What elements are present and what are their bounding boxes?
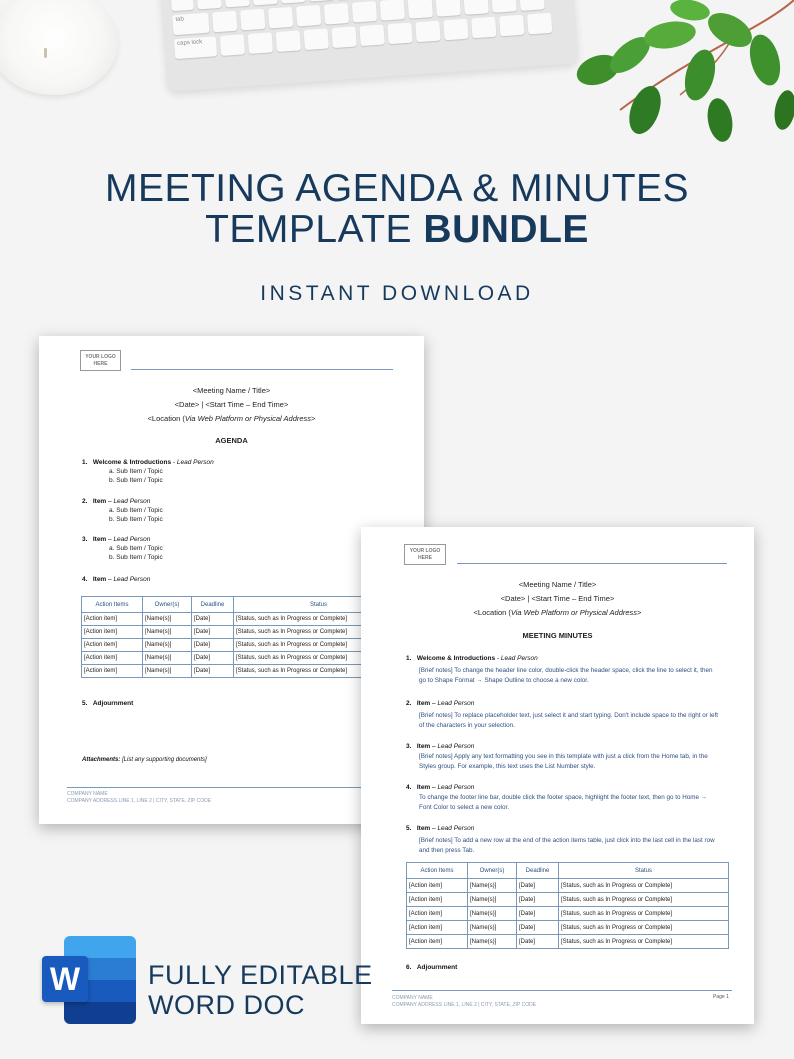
table-header-cell: Deadline — [192, 597, 234, 613]
agenda-item-lead: - Lead Person — [171, 459, 214, 466]
key: tab — [172, 13, 209, 35]
key — [380, 0, 405, 21]
table-cell: [Status, such as In Progress or Complete] — [559, 921, 729, 935]
table-cell: [Name(s)] — [468, 935, 517, 949]
attachments-text: [List any supporting documents] — [120, 757, 207, 763]
table-header-cell: Action Items — [82, 597, 143, 613]
location-italic: Via Web Platform or Physical Address — [184, 414, 312, 423]
candle-decoration — [0, 0, 118, 95]
agenda-item — [82, 536, 150, 543]
key — [276, 30, 301, 52]
minutes-heading: MEETING MINUTES — [522, 631, 593, 640]
minutes-document — [361, 527, 754, 1024]
minutes-item-num: 1. — [406, 655, 412, 662]
minutes-item-title: Item — [416, 700, 431, 707]
agenda-item — [82, 576, 150, 583]
table-cell: [Status, such as In Progress or Complete] — [234, 665, 404, 678]
plant-leaves-decoration — [560, 0, 794, 150]
table-row — [407, 921, 729, 935]
table-cell: [Action item] — [407, 893, 468, 907]
table-row — [82, 652, 404, 665]
table-cell: [Date] — [517, 907, 559, 921]
minutes-item-title: Adjournment — [416, 964, 458, 971]
company-name: COMPANY NAME — [392, 995, 433, 1001]
table-cell: [Date] — [192, 639, 234, 652]
minutes-item-lead: – Lead Person — [430, 784, 475, 791]
table-cell: [Date] — [192, 652, 234, 665]
footer-rule — [392, 990, 732, 991]
minutes-item — [406, 964, 457, 971]
agenda-item — [82, 700, 133, 707]
table-cell: [Date] — [517, 879, 559, 893]
table-cell: [Date] — [192, 613, 234, 626]
minutes-note: To change the footer line bar, double click the footer space, highlight the footer text, then go to Home → Font Color to select a new color. — [419, 794, 708, 811]
table-header-cell: Deadline — [517, 863, 559, 879]
table-cell: [Status, such as In Progress or Complete] — [559, 893, 729, 907]
table-cell: [Name(s)] — [468, 879, 517, 893]
headline-line2-bold: BUNDLE — [423, 208, 589, 251]
table-header-cell: Owner(s) — [143, 597, 192, 613]
table-cell: [Status, such as In Progress or Complete] — [234, 613, 404, 626]
agenda-item — [82, 498, 150, 505]
key — [471, 17, 496, 39]
table-cell: [Action item] — [407, 935, 468, 949]
minutes-item — [406, 655, 538, 662]
minutes-item-lead: – Lead Person — [430, 825, 475, 832]
headline-line2-plain: TEMPLATE — [205, 208, 424, 251]
header-rule — [131, 369, 393, 370]
table-cell: [Date] — [517, 921, 559, 935]
table-cell: [Action item] — [82, 613, 143, 626]
agenda-item-lead: – Lead Person — [106, 536, 151, 543]
minutes-note: [Brief notes] Apply any text formatting you see in this template with just a click from the Home tab, in the Styles group. For example, this text uses the List Number style. — [419, 753, 708, 770]
key — [280, 0, 305, 4]
minutes-item-num: 5. — [406, 825, 412, 832]
key — [240, 9, 265, 31]
logo-line2: HERE — [93, 361, 108, 367]
table-cell: [Action item] — [82, 639, 143, 652]
word-logo-band — [64, 936, 136, 958]
meeting-name: <Meeting Name / Title> — [192, 386, 271, 395]
table-cell: [Status, such as In Progress or Complete] — [559, 879, 729, 893]
agenda-item-lead: – Lead Person — [106, 498, 151, 505]
key — [196, 0, 221, 9]
meeting-date-time: <Date> | <Start Time – End Time> — [500, 594, 615, 603]
meeting-location — [39, 414, 424, 423]
location-prefix: <Location ( — [147, 414, 185, 423]
table-header-row — [82, 597, 404, 613]
table-row — [407, 893, 729, 907]
minutes-item-num: 2. — [406, 700, 412, 707]
key — [415, 21, 440, 43]
table-cell: [Action item] — [407, 921, 468, 935]
table-cell: [Date] — [517, 935, 559, 949]
word-badge-line2: WORD DOC — [148, 990, 305, 1020]
key — [463, 0, 488, 15]
agenda-item-title: Item — [92, 576, 107, 583]
location-suffix: > — [637, 608, 642, 617]
agenda-item-title: Adjournment — [92, 700, 134, 707]
agenda-heading: AGENDA — [215, 436, 248, 445]
agenda-sub-item: a. Sub Item / Topic — [109, 468, 163, 475]
table-row — [407, 907, 729, 921]
attachments-line — [82, 757, 207, 763]
headline-line2 — [0, 208, 794, 252]
key — [499, 15, 524, 37]
key — [304, 28, 329, 50]
company-address: COMPANY ADDRESS LINE 1, LINE 2 | CITY, STATE, ZIP CODE — [67, 798, 212, 804]
table-cell: [Status, such as In Progress or Complete] — [234, 639, 404, 652]
table-cell: [Date] — [192, 665, 234, 678]
table-cell: [Name(s)] — [143, 626, 192, 639]
key — [527, 13, 552, 35]
table-cell: [Name(s)] — [143, 639, 192, 652]
key — [268, 7, 293, 29]
table-cell: [Name(s)] — [143, 613, 192, 626]
table-row — [82, 639, 404, 652]
key — [248, 32, 273, 54]
agenda-item-title: Item — [92, 498, 107, 505]
table-row — [82, 613, 404, 626]
agenda-item-num: 5. — [82, 700, 88, 707]
minutes-item-num: 3. — [406, 743, 412, 750]
key — [408, 0, 433, 19]
key — [224, 0, 249, 7]
minutes-note: [Brief notes] To replace placeholder text, just select it and start typing. Don't include space to the right or left of the characters in your selection. — [419, 712, 718, 729]
minutes-item-title: Item — [416, 825, 431, 832]
table-cell: [Name(s)] — [468, 907, 517, 921]
minutes-item — [406, 700, 474, 707]
company-address: COMPANY ADDRESS LINE 1, LINE 2 | CITY, STATE, ZIP CODE — [392, 1002, 537, 1008]
location-italic: Via Web Platform or Physical Address — [510, 608, 638, 617]
word-badge-line1: FULLY EDITABLE — [148, 960, 373, 990]
agenda-item-num: 1. — [82, 459, 88, 466]
headline-line1: MEETING AGENDA & MINUTES — [104, 167, 690, 210]
key — [491, 0, 516, 13]
table-cell: [Action item] — [407, 907, 468, 921]
minutes-item — [406, 825, 474, 832]
header-rule — [457, 563, 727, 564]
key — [436, 0, 461, 17]
action-items-table — [81, 596, 404, 678]
table-cell: [Action item] — [82, 652, 143, 665]
minutes-item-title: Item — [416, 743, 431, 750]
key: caps lock — [174, 36, 217, 59]
minutes-item-lead: – Lead Person — [430, 700, 475, 707]
key — [519, 0, 544, 11]
word-logo-band — [64, 1002, 136, 1024]
table-cell: [Name(s)] — [468, 921, 517, 935]
table-header-row — [407, 863, 729, 879]
key — [252, 0, 277, 6]
meeting-location — [361, 608, 754, 617]
agenda-item — [82, 459, 214, 466]
table-row — [407, 879, 729, 893]
table-header-cell: Status — [234, 597, 404, 613]
key — [220, 34, 245, 56]
table-header-cell: Action Items — [407, 863, 468, 879]
table-cell: [Status, such as In Progress or Complete] — [559, 935, 729, 949]
agenda-sub-item: b. Sub Item / Topic — [109, 477, 163, 484]
logo-placeholder — [80, 350, 121, 371]
table-cell: [Date] — [517, 893, 559, 907]
key — [352, 1, 377, 23]
table-cell: [Name(s)] — [468, 893, 517, 907]
keyboard-decoration — [160, 0, 579, 92]
logo-line2: HERE — [418, 555, 432, 561]
subheadline: INSTANT DOWNLOAD — [260, 282, 534, 305]
agenda-item-title: Welcome & Introductions — [92, 459, 172, 466]
action-items-table — [406, 862, 729, 949]
agenda-sub-item: a. Sub Item / Topic — [109, 507, 163, 514]
table-cell: [Name(s)] — [143, 652, 192, 665]
location-prefix: <Location ( — [473, 608, 511, 617]
attachments-label: Attachments: — [82, 757, 121, 763]
minutes-item — [406, 784, 474, 791]
minutes-item-num: 4. — [406, 784, 412, 791]
table-row — [82, 626, 404, 639]
meeting-name: <Meeting Name / Title> — [518, 580, 597, 589]
key — [212, 11, 237, 33]
logo-line1: YOUR LOGO — [85, 354, 116, 360]
table-cell: [Action item] — [407, 879, 468, 893]
word-logo-icon — [42, 936, 136, 1024]
agenda-sub-item: b. Sub Item / Topic — [109, 516, 163, 523]
table-header-cell: Owner(s) — [468, 863, 517, 879]
table-cell: [Name(s)] — [143, 665, 192, 678]
minutes-item — [406, 743, 474, 750]
agenda-item-num: 4. — [82, 576, 88, 583]
candle-wick — [44, 48, 47, 58]
agenda-item-num: 2. — [82, 498, 88, 505]
minutes-note: [Brief notes] To add a new row at the end of the action items table, just click into the last cell in the last row and then press Tab. — [419, 837, 715, 854]
key — [331, 26, 356, 48]
minutes-item-lead: - Lead Person — [495, 655, 538, 662]
key — [443, 19, 468, 41]
key — [296, 5, 321, 27]
footer-rule — [67, 787, 397, 788]
company-name: COMPANY NAME — [67, 791, 108, 797]
table-cell: [Action item] — [82, 665, 143, 678]
key — [324, 3, 349, 25]
minutes-item-title: Item — [416, 784, 431, 791]
table-cell: [Action item] — [82, 626, 143, 639]
word-logo-letter: W — [42, 956, 88, 1002]
minutes-item-num: 6. — [406, 964, 412, 971]
logo-line1: YOUR LOGO — [409, 548, 441, 554]
minutes-item-lead: – Lead Person — [430, 743, 475, 750]
agenda-item-title: Item — [92, 536, 107, 543]
key — [359, 25, 384, 47]
key — [387, 23, 412, 45]
key — [308, 0, 333, 2]
table-cell: [Status, such as In Progress or Complete] — [559, 907, 729, 921]
agenda-sub-item: a. Sub Item / Topic — [109, 545, 163, 552]
table-cell: [Status, such as In Progress or Complete] — [234, 652, 404, 665]
table-row — [82, 665, 404, 678]
agenda-item-lead: – Lead Person — [106, 576, 151, 583]
logo-placeholder — [404, 544, 446, 565]
table-cell: [Date] — [192, 626, 234, 639]
table-row — [407, 935, 729, 949]
key — [171, 0, 194, 11]
agenda-sub-item: b. Sub Item / Topic — [109, 554, 163, 561]
table-cell: [Status, such as In Progress or Complete] — [234, 626, 404, 639]
meeting-date-time: <Date> | <Start Time – End Time> — [174, 400, 289, 409]
page-number: Page 1 — [713, 994, 729, 1000]
minutes-item-title: Welcome & Introductions — [416, 655, 496, 662]
agenda-item-num: 3. — [82, 536, 88, 543]
location-suffix: > — [311, 414, 316, 423]
minutes-note: [Brief notes] To change the header line color, double-click the header space, click the line to select it, then go to Shape Format → Shape Outline to choose a new color. — [419, 667, 713, 684]
table-header-cell: Status — [559, 863, 729, 879]
